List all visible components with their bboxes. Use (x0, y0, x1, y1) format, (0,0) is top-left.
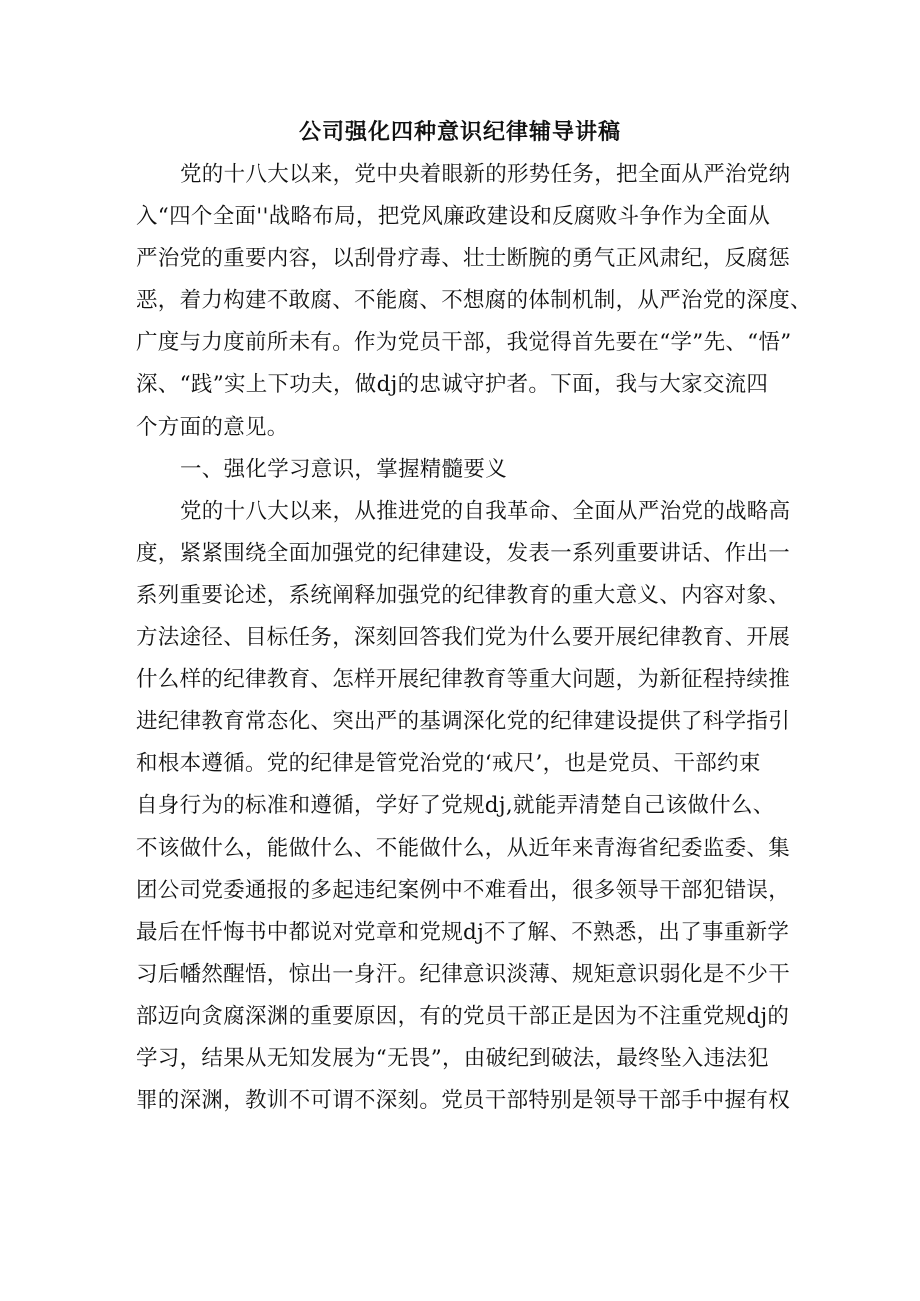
document-body (136, 154, 812, 1122)
paragraph-line: 度，紧紧围绕全面加强党的纪律建设，发表一系列重要讲话、作出一 (136, 540, 791, 566)
paragraph-line: 系列重要论述，系统阐释加强党的纪律教育的重大意义、内容对象、 (136, 582, 791, 608)
paragraph-line: 深、“践”实上下功夫，做dj的忠诚守护者。下面，我与大家交流四 (136, 372, 769, 398)
paragraph-line: 不该做什么，能做什么、不能做什么，从近年来青海省纪委监委、集 (136, 835, 791, 861)
paragraph-line: 习后幡然醒悟，惊出一身汗。纪律意识淡薄、规矩意识弱化是不少干 (136, 961, 791, 987)
paragraph-line: 方法途径、目标任务，深刻回答我们党为什么要开展纪律教育、开展 (136, 625, 791, 651)
document-title: 公司强化四种意识纪律辅导讲稿 (298, 119, 621, 145)
paragraph-line: 个方面的意见。 (136, 414, 289, 440)
paragraph-line: 最后在忏悔书中都说对党章和党规dj不了解、不熟悉，出了事重新学 (136, 919, 790, 945)
paragraph-line: 和根本遵循。党的纪律是管党治党的‘戒尺’，也是党员、干部约束 (136, 751, 761, 777)
paragraph-line: 恶，着力构建不敢腐、不能腐、不想腐的体制机制，从严治党的深度、 (136, 288, 812, 314)
paragraph-line: 自身行为的标准和遵循，学好了党规dj,就能弄清楚自己该做什么、 (136, 793, 775, 819)
paragraph-line: 什么样的纪律教育、怎样开展纪律教育等重大问题，为新征程持续推 (136, 667, 791, 693)
paragraph-line: 广度与力度前所未有。作为党员干部，我觉得首先要在“学”先、“悟” (136, 330, 792, 356)
paragraph-line: 罪的深渊，教训不可谓不深刻。党员干部特别是领导干部手中握有权 (136, 1088, 791, 1114)
paragraph-line: 进纪律教育常态化、突出严的基调深化党的纪律建设提供了科学指引 (136, 709, 791, 735)
paragraph-line: 部迈向贪腐深渊的重要原因，有的党员干部正是因为不注重党规dj的 (136, 1003, 790, 1029)
paragraph-line: 团公司党委通报的多起违纪案例中不难看出，很多领导干部犯错误， (136, 877, 791, 903)
paragraph-line: 入“四个全面''战略布局，把党风廉政建设和反腐败斗争作为全面从 (136, 204, 771, 230)
paragraph-line: 严治党的重要内容，以刮骨疗毒、壮士断腕的勇气正风肃纪，反腐惩 (136, 246, 791, 272)
paragraph-line: 学习，结果从无知发展为“无畏”，由破纪到破法，最终坠入违法犯 (136, 1045, 769, 1071)
paragraph-line: 党的十八大以来，党中央着眼新的形势任务，把全面从严治党纳 (180, 162, 791, 187)
section-heading: 一、强化学习意识，掌握精髓要义 (180, 456, 508, 482)
paragraph-line: 党的十八大以来，从推进党的自我革命、全面从严治党的战略高 (180, 498, 791, 524)
